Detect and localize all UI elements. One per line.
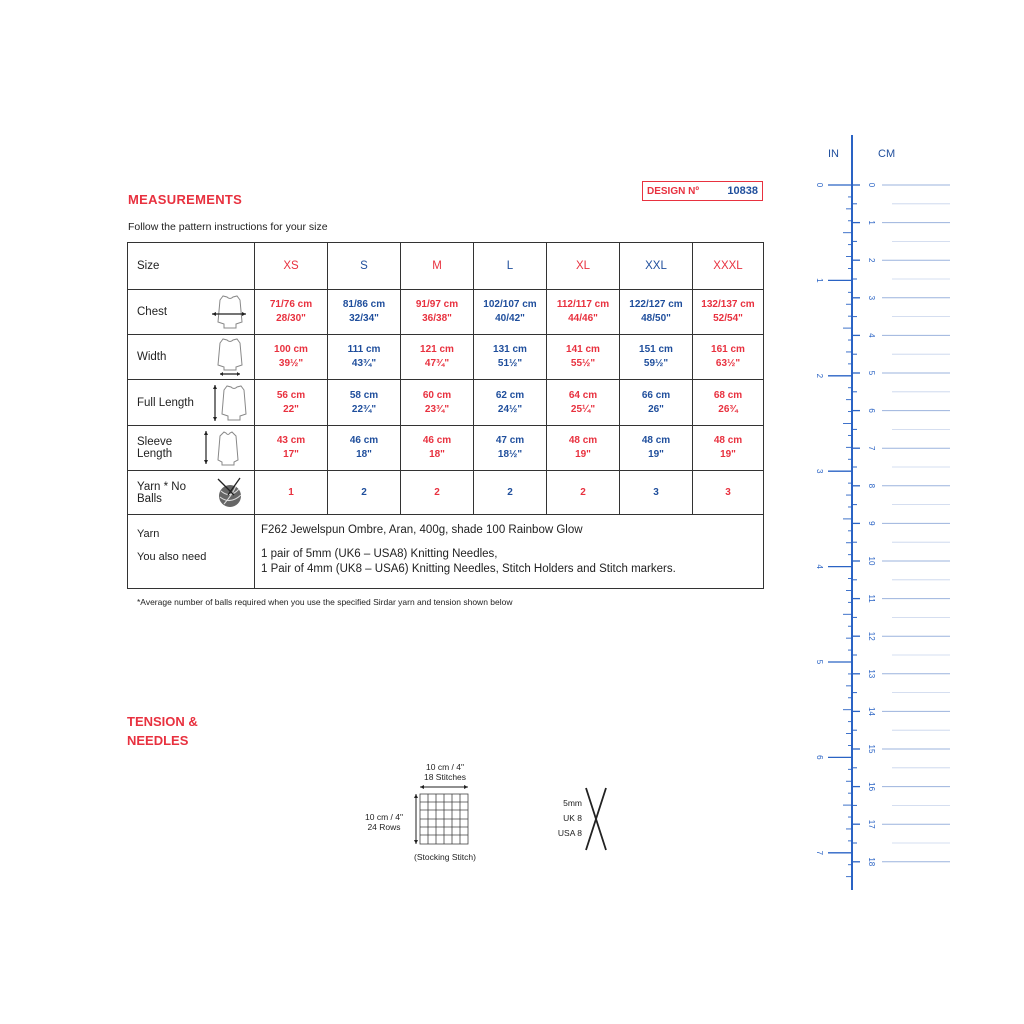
tension-title: TENSION & NEEDLES [127, 714, 198, 748]
row-label: Chest [137, 306, 168, 318]
inch-label: 5 [814, 659, 824, 665]
also-need-value-2: 1 Pair of 4mm (UK8 – USA6) Knitting Needles, Stitch Holders and Stitch markers. [261, 563, 676, 575]
inch-label: 6 [814, 755, 824, 760]
measurements-title: MEASUREMENTS [128, 192, 243, 207]
chest-l: 102/107 cm 40/42" [474, 290, 547, 335]
cm-label: 11 [866, 594, 876, 603]
sleeve-length-l: 47 cm 18½" [474, 426, 547, 471]
cm-label: 7 [866, 445, 876, 451]
needle-info [548, 786, 618, 856]
inch-label: 2 [814, 373, 824, 379]
design-label: DESIGN Nº [647, 185, 699, 197]
yarn-labels-cell [128, 515, 255, 589]
width-diagram-icon [210, 337, 248, 377]
yarn-requirements-row [128, 515, 764, 589]
size-l: L [474, 243, 547, 290]
table-row [128, 471, 764, 515]
size-xl: XL [547, 243, 620, 290]
size-m: M [401, 243, 474, 290]
row-label: Full Length [137, 396, 194, 409]
row-label: Yarn * No Balls [137, 480, 187, 505]
design-number-box [642, 181, 763, 201]
size-header-row [128, 243, 764, 290]
chest-m: 91/97 cm 36/38" [401, 290, 474, 335]
sleeve-length-m: 46 cm 18" [401, 426, 474, 471]
cm-label: 16 [866, 782, 876, 792]
table-row [128, 335, 764, 380]
table-row [128, 426, 764, 471]
sleeve-length-xs: 43 cm 17" [255, 426, 328, 471]
chest-xs: 71/76 cm 28/30" [255, 290, 328, 335]
yarn-value: F262 Jewelspun Ombre, Aran, 400g, shade 100 Rainbow Glow [261, 524, 583, 536]
width-label-cell [128, 335, 255, 380]
yarn-label: Yarn [137, 528, 160, 540]
needle-size: 5mm [563, 798, 582, 808]
tension-swatch [350, 762, 510, 872]
size-s: S [328, 243, 401, 290]
design-number: 10838 [727, 185, 758, 197]
full-length-diagram-icon [210, 382, 248, 424]
size-xxl: XXL [620, 243, 693, 290]
ruler-scale [800, 135, 960, 895]
yarn-balls-m: 2 [401, 471, 474, 515]
cm-label: 12 [866, 631, 876, 641]
size-xs: XS [255, 243, 328, 290]
sleeve-length-xl: 48 cm 19" [547, 426, 620, 471]
inch-label: 4 [814, 564, 824, 569]
swatch-bottom-label: (Stocking Stitch) [414, 852, 476, 862]
yarn-values-cell [255, 515, 764, 589]
full-length-xxxl: 68 cm 26¾ [693, 380, 764, 426]
table-row [128, 290, 764, 335]
size-label: Size [128, 243, 255, 290]
full-length-label-cell [128, 380, 255, 426]
full-length-xxl: 66 cm 26" [620, 380, 693, 426]
ruler-cm-label: CM [878, 148, 896, 160]
chest-xl: 112/117 cm 44/46" [547, 290, 620, 335]
full-length-xl: 64 cm 25¼" [547, 380, 620, 426]
width-xxl: 151 cm 59½" [620, 335, 693, 380]
yarn-balls-s: 2 [328, 471, 401, 515]
cm-label: 2 [866, 257, 876, 263]
chest-xxxl: 132/137 cm 52/54" [693, 290, 764, 335]
width-m: 121 cm 47¾" [401, 335, 474, 380]
chest-s: 81/86 cm 32/34" [328, 290, 401, 335]
measurements-table [127, 242, 764, 589]
swatch-grid-icon [412, 784, 472, 848]
needles-icon [582, 786, 612, 852]
cm-label: 17 [866, 819, 876, 829]
full-length-l: 62 cm 24½" [474, 380, 547, 426]
cm-label: 9 [866, 521, 876, 526]
needle-uk: UK 8 [563, 813, 582, 823]
sleeve-length-label-cell [128, 426, 255, 471]
cm-label: 13 [866, 669, 876, 679]
cm-label: 18 [866, 857, 876, 867]
width-xs: 100 cm 39½" [255, 335, 328, 380]
chest-xxl: 122/127 cm 48/50" [620, 290, 693, 335]
row-label: Sleeve Length [137, 436, 173, 460]
measuring-ruler [800, 135, 960, 895]
needle-usa: USA 8 [557, 828, 582, 838]
full-length-xs: 56 cm 22" [255, 380, 328, 426]
yarn-balls-l: 2 [474, 471, 547, 515]
yarn-ball-icon [212, 475, 248, 511]
table-row [128, 380, 764, 426]
inch-label: 1 [814, 278, 824, 283]
cm-label: 5 [866, 370, 876, 376]
also-need-label: You also need [137, 551, 207, 563]
inch-label: 3 [814, 468, 824, 474]
inch-label: 7 [814, 850, 824, 856]
swatch-top-label: 10 cm / 4" 18 Stitches [423, 762, 467, 782]
width-l: 131 cm 51½" [474, 335, 547, 380]
yarn-balls-xxxl: 3 [693, 471, 764, 515]
full-length-m: 60 cm 23¾" [401, 380, 474, 426]
yarn-balls-xxl: 3 [620, 471, 693, 515]
cm-label: 4 [866, 333, 876, 338]
instructions-subtitle: Follow the pattern instructions for your size [128, 221, 328, 233]
chest-diagram-icon [210, 292, 248, 332]
also-need-value-1: 1 pair of 5mm (UK6 – USA8) Knitting Needles, [261, 548, 498, 560]
swatch-side-label: 10 cm / 4" 24 Rows [365, 812, 403, 832]
cm-label: 0 [866, 182, 876, 188]
cm-label: 8 [866, 483, 876, 489]
inch-label: 0 [814, 182, 824, 188]
cm-label: 6 [866, 408, 876, 413]
sleeve-length-s: 46 cm 18" [328, 426, 401, 471]
cm-label: 15 [866, 744, 876, 754]
yarn-balls-label-cell [128, 471, 255, 515]
sleeve-length-xxxl: 48 cm 19" [693, 426, 764, 471]
ruler-in-label: IN [828, 148, 839, 160]
sleeve-length-xxl: 48 cm 19" [620, 426, 693, 471]
width-s: 111 cm 43¾" [328, 335, 401, 380]
yarn-balls-xl: 2 [547, 471, 620, 515]
size-xxxl: XXXL [693, 243, 764, 290]
cm-label: 1 [866, 220, 876, 225]
cm-label: 10 [866, 556, 876, 566]
width-xl: 141 cm 55½" [547, 335, 620, 380]
average-balls-note: *Average number of balls required when you use the specified Sirdar yarn and tension shown below [137, 597, 513, 607]
yarn-balls-xs: 1 [255, 471, 328, 515]
chest-label-cell [128, 290, 255, 335]
full-length-s: 58 cm 22¾" [328, 380, 401, 426]
width-xxxl: 161 cm 63½" [693, 335, 764, 380]
row-label: Width [137, 351, 167, 363]
sleeve-length-diagram-icon [198, 428, 248, 468]
cm-label: 3 [866, 295, 876, 301]
cm-label: 14 [866, 706, 876, 716]
